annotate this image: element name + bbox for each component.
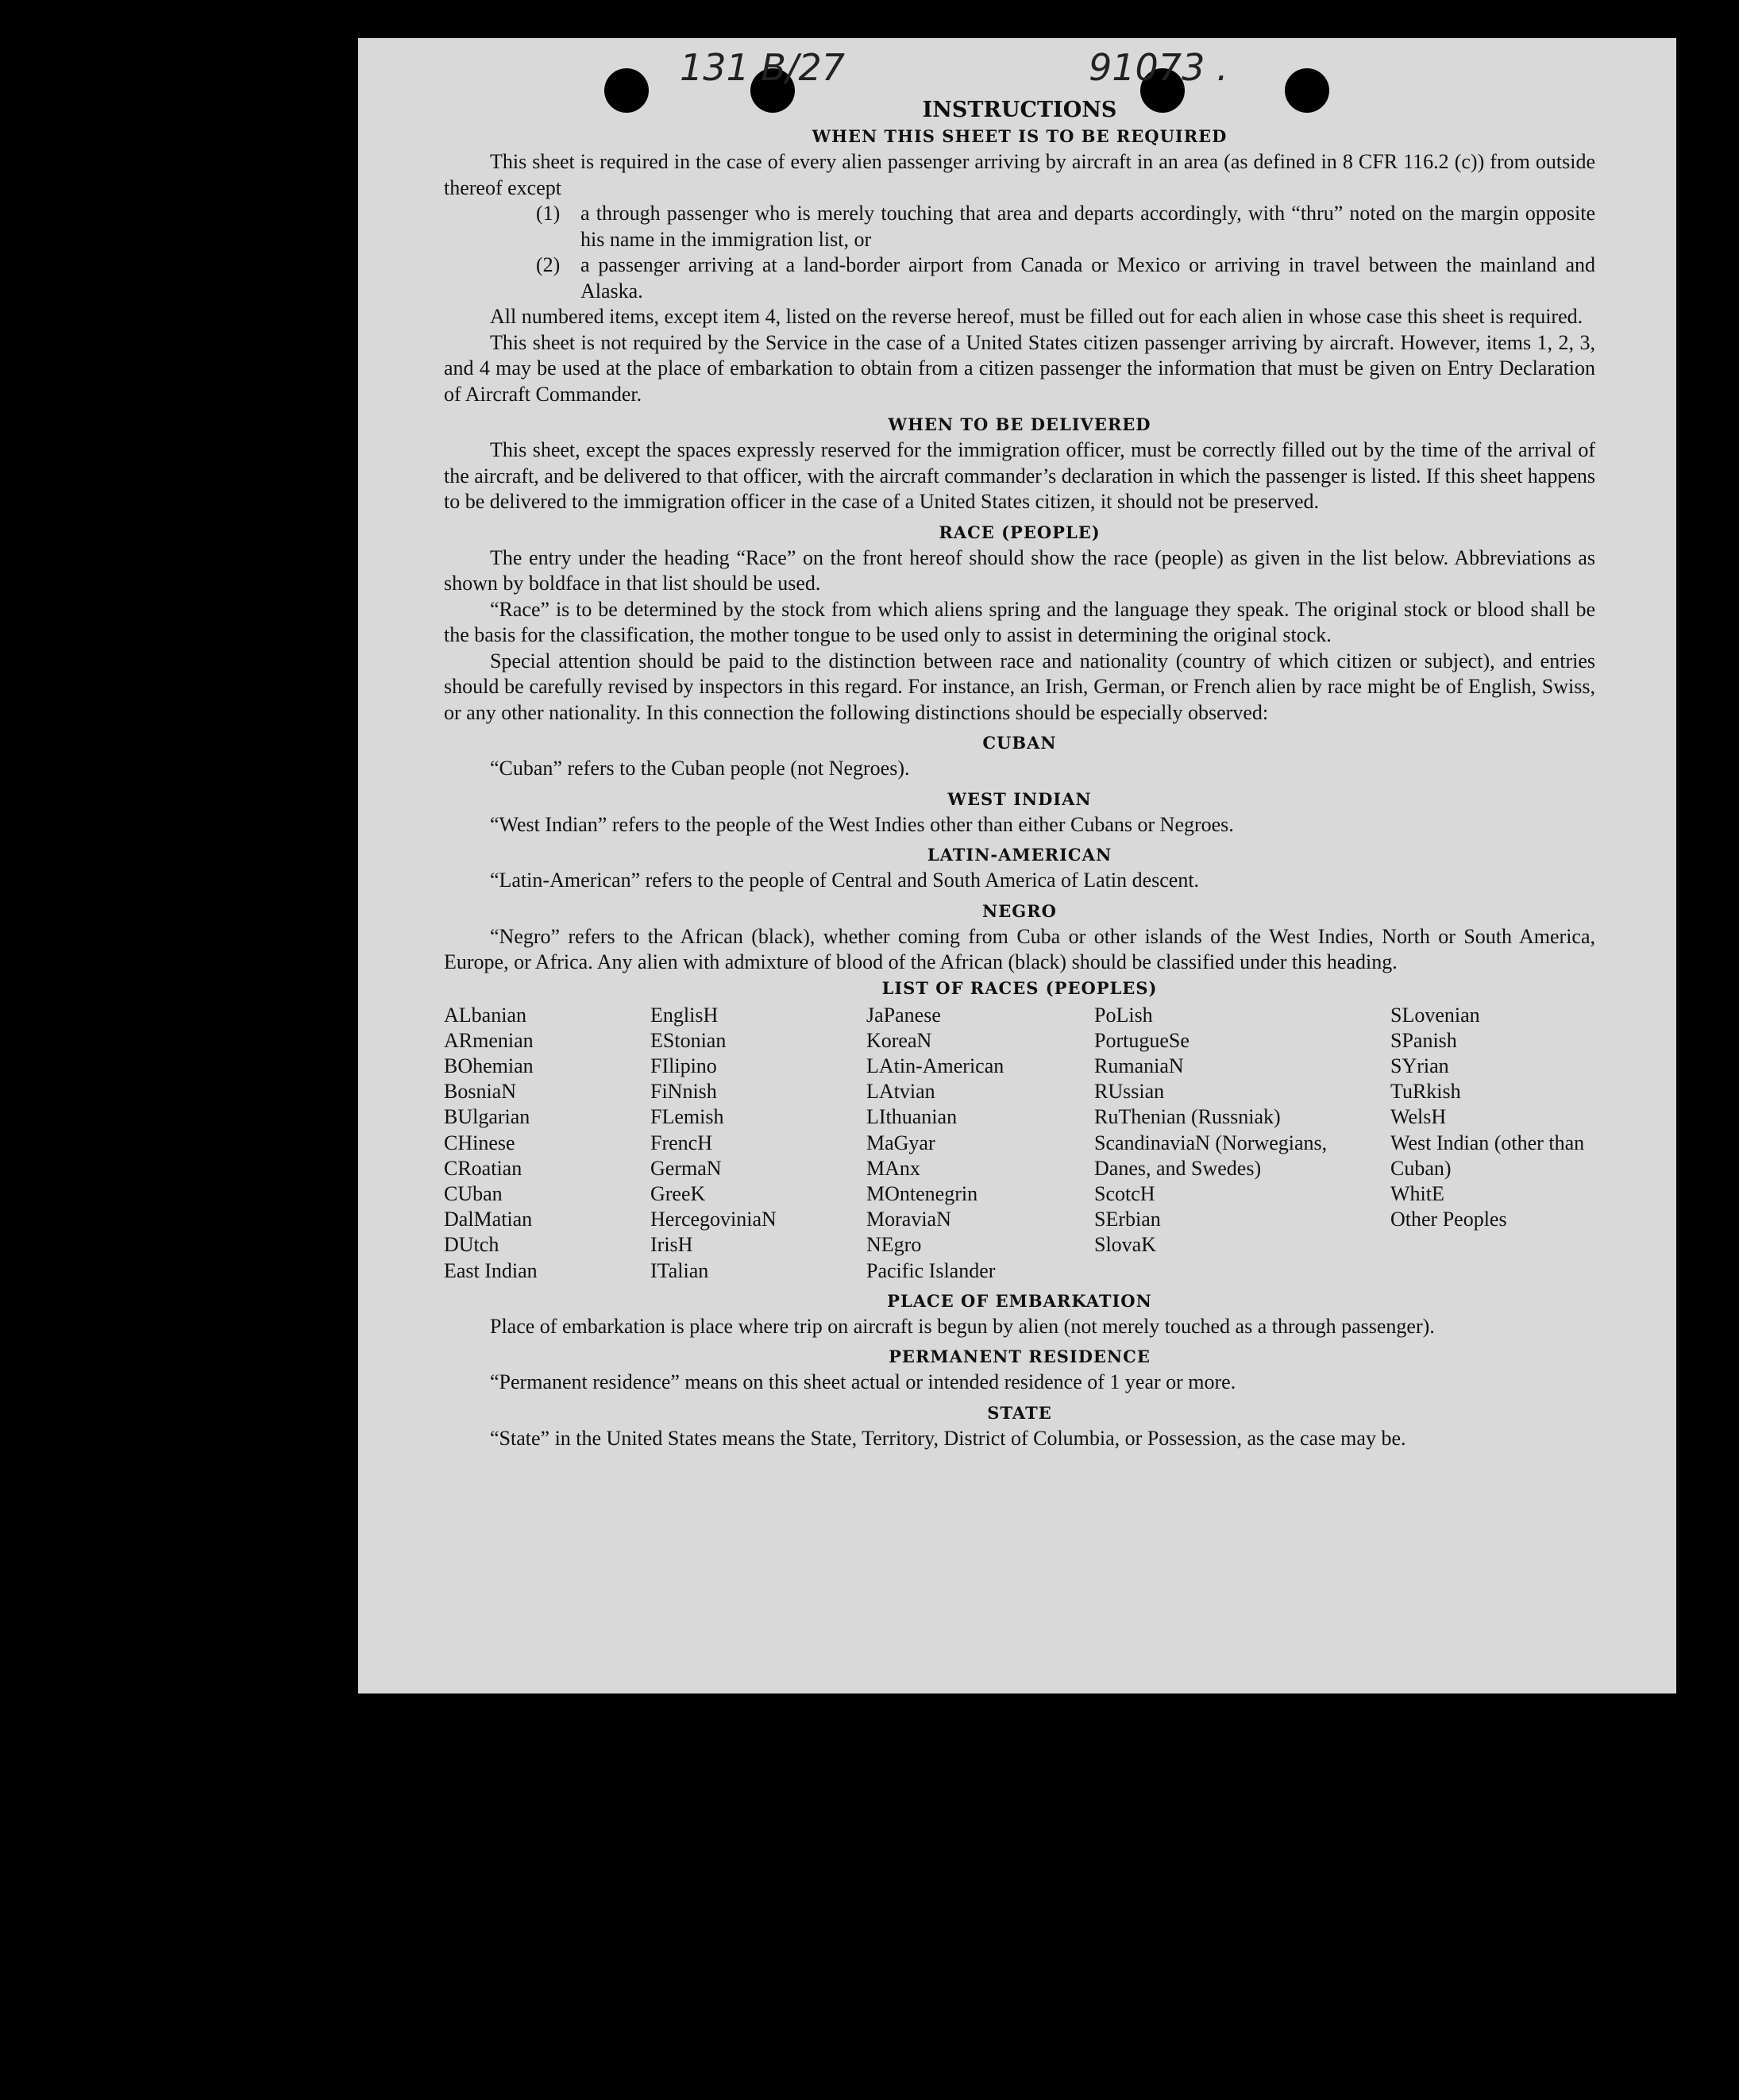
- paragraph: “Negro” refers to the African (black), whether coming from Cuba or other islands of the West Indies, North or South America, Europe, or Africa. Any alien with admixture of blood of the African (black) should be classified under this heading.: [444, 924, 1595, 973]
- race-entry: DalMatian: [444, 1208, 533, 1231]
- section-heading-delivered: WHEN TO BE DELIVERED: [888, 414, 1151, 434]
- paragraph: The entry under the heading “Race” on the front hereof should show the race (people) as given in the list below. Abbreviations as shown by boldface in that list should be used.: [444, 545, 1595, 595]
- race-entry: JaPanese: [866, 1003, 941, 1027]
- list-item: [536, 201, 1595, 252]
- paragraph: Place of embarkation is place where trip on aircraft is begun by alien (not merely touched as a through passenger).: [490, 1314, 1435, 1338]
- race-entry: PortugueSe: [1094, 1028, 1190, 1052]
- race-column: [1390, 1003, 1595, 1284]
- item-number: (2): [536, 253, 561, 276]
- race-entry: West Indian (other than Cuban): [1390, 1131, 1585, 1180]
- race-entry: EStonian: [650, 1028, 727, 1052]
- paragraph: “Race” is to be determined by the stock from which aliens spring and the language they speak. The original stock or blood shall be the basis for the classification, the mother tongue to be used only to assist in determining the original stock.: [444, 597, 1595, 646]
- paragraph: “Permanent residence” means on this sheet actual or intended residence of 1 year or more.: [490, 1370, 1236, 1394]
- instructions-content: [444, 97, 1595, 1451]
- section-heading-race-list: LIST OF RACES (PEOPLES): [881, 977, 1158, 998]
- race-entry: FiNnish: [650, 1080, 717, 1104]
- race-column: [866, 1003, 1094, 1284]
- race-entry: ScotcH: [1094, 1181, 1155, 1205]
- race-entry: MOntenegrin: [866, 1181, 978, 1205]
- race-entry: BosniaN: [444, 1080, 516, 1104]
- section-heading-negro: NEGRO: [982, 900, 1057, 921]
- item-number: (1): [536, 202, 561, 225]
- race-entry: DUtch: [444, 1233, 499, 1257]
- paragraph: “State” in the United States means the State, Territory, District of Columbia, or Possession, as the case may be.: [490, 1426, 1406, 1450]
- race-entry: KoreaN: [866, 1028, 932, 1052]
- race-entry: MAnx: [866, 1156, 920, 1180]
- race-entry: CRoatian: [444, 1156, 522, 1180]
- paragraph: “Cuban” refers to the Cuban people (not Negroes).: [490, 757, 910, 780]
- item-text: a through passenger who is merely touching that area and departs accordingly, with “thru” noted on the margin opposite his name in the immigration list, or: [580, 202, 1595, 251]
- race-entry: GreeK: [650, 1181, 706, 1205]
- race-entry: MoraviaN: [866, 1208, 951, 1231]
- race-entry: CUban: [444, 1181, 503, 1205]
- race-entry: EnglisH: [650, 1003, 719, 1027]
- race-entry: NEgro: [866, 1233, 922, 1257]
- race-entry: HercegoviniaN: [650, 1208, 777, 1231]
- race-entry: PoLish: [1094, 1003, 1153, 1027]
- handwritten-note-left: 131 B/27: [680, 46, 846, 89]
- race-entry: ScandinaviaN (Norwegians, Danes, and Swedes): [1094, 1131, 1328, 1180]
- race-list: [444, 1003, 1595, 1284]
- race-column: [650, 1003, 866, 1284]
- race-entry: SLovenian: [1390, 1003, 1480, 1027]
- paragraph: “Latin-American” refers to the people of Central and South America of Latin descent.: [490, 869, 1200, 892]
- race-entry: SYrian: [1390, 1054, 1449, 1077]
- section-heading-cuban: CUBAN: [982, 733, 1057, 753]
- race-entry: BOhemian: [444, 1054, 534, 1077]
- paragraph: This sheet, except the spaces expressly reserved for the immigration officer, must be correctly filled out by the time of the arrival of the aircraft, and be delivered to that officer, with the aircraft commander’s declaration in which the passenger is listed. If this sheet happens to be delivered to the immigration officer in the case of a United States citizen, it should not be preserved.: [444, 438, 1595, 513]
- paragraph: “West Indian” refers to the people of the West Indies other than either Cubans or Negroes.: [490, 812, 1234, 836]
- race-entry: LIthuanian: [866, 1105, 958, 1129]
- race-column: [444, 1003, 650, 1284]
- section-heading-state: STATE: [987, 1402, 1052, 1423]
- section-heading-west-indian: WEST INDIAN: [947, 788, 1092, 809]
- race-entry: ALbanian: [444, 1003, 526, 1027]
- race-entry: Other Peoples: [1390, 1208, 1507, 1231]
- race-entry: FrencH: [650, 1131, 712, 1154]
- race-entry: SPanish: [1390, 1028, 1457, 1052]
- race-entry: TuRkish: [1390, 1080, 1461, 1104]
- race-entry: RumaniaN: [1094, 1054, 1184, 1077]
- race-entry: CHinese: [444, 1131, 515, 1154]
- race-entry: LAtin-American: [866, 1054, 1004, 1077]
- document-page: [358, 38, 1676, 1693]
- race-entry: SErbian: [1094, 1208, 1161, 1231]
- race-entry: BUlgarian: [444, 1105, 530, 1129]
- race-entry: GermaN: [650, 1156, 722, 1180]
- section-heading-latin-american: LATIN-AMERICAN: [927, 845, 1112, 865]
- page-title: INSTRUCTIONS: [922, 98, 1117, 122]
- race-entry: East Indian: [444, 1258, 538, 1282]
- paragraph: This sheet is not required by the Service in the case of a United States citizen passenger arriving by aircraft. However, items 1, 2, 3, and 4 may be used at the place of embarkation to obtain from a citizen passenger the information that must be given on Entry Declaration of Aircraft Commander.: [444, 330, 1595, 406]
- race-entry: WelsH: [1390, 1105, 1447, 1129]
- section-heading-required: WHEN THIS SHEET IS TO BE REQUIRED: [812, 126, 1228, 146]
- race-entry: RUssian: [1094, 1080, 1165, 1104]
- race-entry: Pacific Islander: [866, 1258, 996, 1282]
- race-column: [1094, 1003, 1390, 1284]
- race-entry: LAtvian: [866, 1080, 935, 1104]
- race-entry: WhitE: [1390, 1181, 1444, 1205]
- paragraph: This sheet is required in the case of every alien passenger arriving by aircraft in an area (as defined in 8 CFR 116.2 (c)) from outside thereof except: [444, 150, 1595, 199]
- section-heading-race: RACE (PEOPLE): [939, 522, 1101, 542]
- race-entry: ITalian: [650, 1258, 709, 1282]
- handwritten-note-right: 91073 .: [1089, 46, 1228, 89]
- race-entry: RuThenian (Russniak): [1094, 1105, 1281, 1129]
- item-text: a passenger arriving at a land-border airport from Canada or Mexico or arriving in travel between the mainland and Alaska.: [580, 253, 1595, 302]
- race-entry: ARmenian: [444, 1028, 534, 1052]
- race-entry: MaGyar: [866, 1131, 935, 1154]
- race-entry: FLemish: [650, 1105, 724, 1129]
- race-entry: IrisH: [650, 1233, 693, 1257]
- section-heading-embarkation: PLACE OF EMBARKATION: [887, 1290, 1152, 1311]
- list-item: [536, 252, 1595, 304]
- paragraph: All numbered items, except item 4, listed on the reverse hereof, must be filled out for each alien in whose case this sheet is required.: [490, 305, 1583, 328]
- race-entry: FIlipino: [650, 1054, 717, 1077]
- paragraph: Special attention should be paid to the distinction between race and nationality (country of which citizen or subject), and entries should be carefully revised by inspectors in this regard. For instance, an Irish, German, or French alien by race might be of English, Swiss, or any other nationality. In this connection the following distinctions should be especially observed:: [444, 649, 1595, 724]
- race-entry: SlovaK: [1094, 1233, 1156, 1257]
- section-heading-residence: PERMANENT RESIDENCE: [889, 1347, 1151, 1367]
